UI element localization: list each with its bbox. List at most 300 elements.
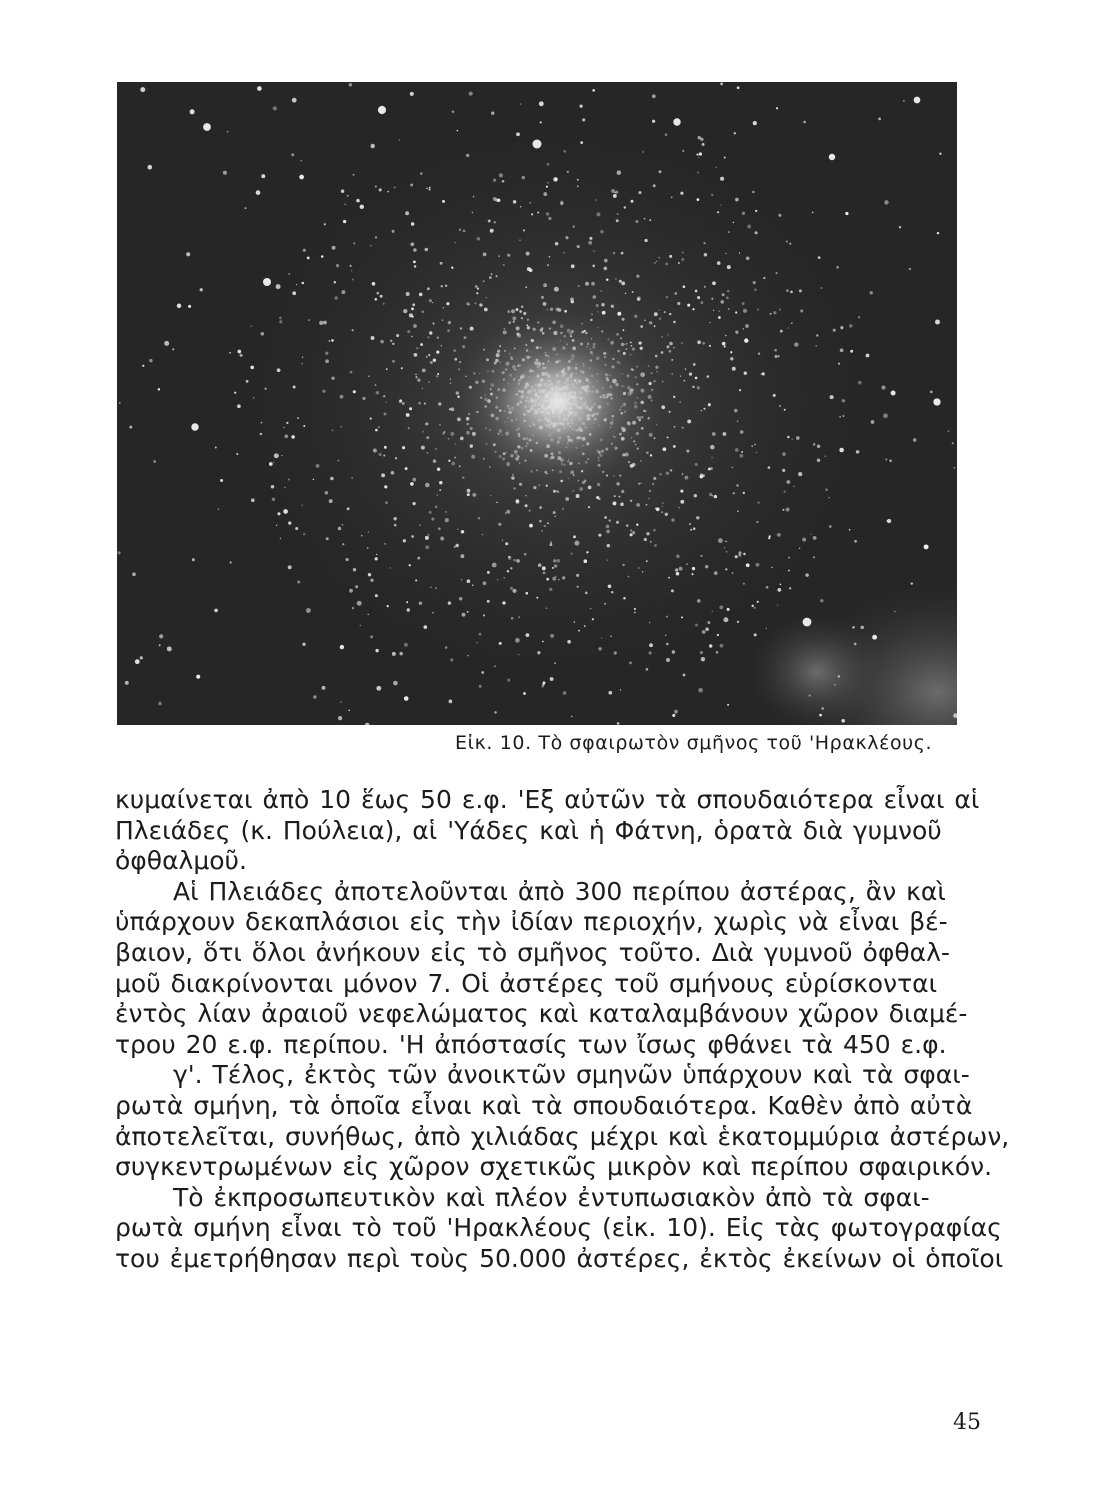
star-dot [620,689,621,690]
star-dot [502,180,505,183]
star-dot [543,572,546,575]
star-dot [546,578,549,581]
star-dot [409,564,411,566]
star-dot [553,511,556,514]
star-dot [539,101,544,106]
star-dot [513,200,516,203]
star-dot [654,544,657,547]
star-dot [390,340,392,342]
star-dot [776,272,778,274]
star-dot [425,248,429,252]
star-dot [679,401,681,403]
star-dot [498,523,501,526]
star-dot [854,643,857,646]
star-dot [269,462,273,466]
star-dot [301,363,303,365]
star-dot [383,455,385,457]
star-dot [665,513,668,516]
star-dot [866,354,870,358]
star-dot [419,601,422,604]
text-line [115,938,975,969]
star-dot [497,579,499,581]
star-dot [383,395,385,397]
star-dot [606,279,608,281]
star-dot [253,397,255,399]
star-dot [547,264,549,266]
star-dot [331,339,334,342]
star-dot [234,392,236,394]
star-dot [673,445,676,448]
star-dot [428,188,430,190]
star-dot [735,448,739,452]
star-dot [739,252,740,253]
star-dot [652,120,655,123]
star-dot [376,292,379,295]
star-dot [466,302,469,305]
star-dot [370,579,373,582]
text-line-content: Πλειάδες (κ. Πούλεια), αἱ 'Υάδες καὶ ἡ Φάτνη, ὁρατὰ διὰ γυμνοῦ [115,815,942,845]
star-dot [757,601,759,603]
star-dot [573,226,575,228]
star-dot [856,450,860,454]
star-dot [662,502,663,503]
star-dot [628,576,630,578]
star-dot [362,397,365,400]
star-dot [858,381,862,385]
star-dot [523,692,526,695]
star-dot [638,483,640,485]
star-dot [701,410,702,411]
star-dot [135,659,140,664]
star-dot [445,518,449,522]
star-dot [563,150,566,153]
star-dot [671,373,673,375]
star-dot [578,630,580,632]
star-dot [858,316,860,318]
star-dot [403,309,407,313]
star-dot [323,321,327,325]
star-dot [720,177,724,181]
star-dot [638,567,640,569]
star-dot [404,696,409,701]
star-dot [741,451,743,453]
star-dot [470,327,474,331]
star-dot [816,334,818,336]
star-dot [230,561,232,563]
star-dot [849,529,851,531]
star-dot [306,608,311,613]
star-dot [762,372,765,375]
star-dot [623,597,626,600]
star-dot [505,512,506,513]
star-dot [731,467,733,469]
star-dot [260,433,262,435]
text-line [115,907,975,938]
star-dot [297,417,299,419]
star-dot [299,175,304,180]
star-dot [608,691,612,695]
star-dot [621,490,624,493]
star-dot [606,530,610,534]
star-dot [523,229,525,231]
star-dot [505,542,508,545]
star-dot [292,291,296,295]
star-dot [771,567,773,569]
star-dot [525,592,528,595]
star-dot [646,668,649,671]
star-dot [710,467,713,470]
star-dot [417,557,420,560]
star-dot [237,350,241,354]
star-dot [518,654,520,656]
star-dot [782,452,786,456]
star-dot [704,286,706,288]
star-dot [711,298,713,300]
globular-cluster-photo [117,82,957,725]
star-dot [722,293,725,296]
star-dot [601,638,602,639]
star-dot [507,570,509,572]
star-dot [153,460,156,463]
star-dot [717,211,719,213]
star-dot [727,290,729,292]
star-dot [418,402,421,405]
star-dot [580,141,583,144]
star-dot [562,508,564,510]
star-dot [620,503,624,507]
star-dot [341,190,344,193]
star-dot [463,336,466,339]
star-dot [817,459,821,463]
text-line-content: Τὸ ἐκπροσωπευτικὸν καὶ πλέον ἐντυπωσιακὸν ἀπὸ τὰ σφαι- [173,1182,930,1212]
star-dot [692,308,694,310]
text-line-content: ἐντὸς λίαν ἀραιοῦ νεφελώματος καὶ καταλαμβάνουν χῶρον διαμέ- [115,999,968,1029]
star-dot [260,332,264,336]
star-dot [601,303,604,306]
star-dot [411,336,412,337]
star-dot [698,157,699,158]
star-dot [520,206,521,207]
star-dot [481,671,484,674]
star-dot [466,154,469,157]
star-dot [668,577,670,579]
star-dot [913,438,917,442]
star-dot [608,584,612,588]
star-dot [697,198,700,201]
star-dot [308,319,310,321]
text-line [115,1213,1002,1244]
star-dot [368,614,369,615]
star-dot [585,592,588,595]
star-dot [716,167,718,169]
star-dot [555,576,557,578]
star-dot [686,449,689,452]
star-dot [761,373,763,375]
text-line [115,785,980,816]
star-dot [654,325,656,327]
star-dot [482,534,483,535]
star-dot [744,338,748,342]
star-dot [495,275,497,277]
star-dot [525,286,527,288]
star-dot [953,467,955,469]
star-dot [437,467,440,470]
star-dot [571,716,572,717]
star-dot [692,567,695,570]
star-dot [652,94,656,98]
star-dot [424,625,428,629]
star-dot [351,477,353,479]
star-dot [541,296,544,299]
star-dot [172,348,174,350]
star-dot [733,222,734,223]
star-dot [460,327,462,329]
star-dot [755,210,757,212]
star-dot [429,187,431,189]
star-dot [250,366,254,370]
star-dot [671,518,674,521]
star-dot [529,524,533,528]
figure-caption: Εἰκ. 10. Τὸ σφαιρωτὸν σμῆνος τοῦ 'Ηρακλέους. [455,732,933,754]
star-dot [550,677,554,681]
star-dot [463,230,466,233]
star-dot [780,330,783,333]
star-dot [578,285,580,287]
star-dot [332,246,336,250]
star-dot [425,536,429,540]
star-dot [437,495,438,496]
star-dot [665,263,668,266]
star-dot [618,496,620,498]
star-dot [803,618,812,627]
star-dot [662,506,663,507]
star-dot [649,490,651,492]
star-dot [794,342,798,346]
star-dot [518,616,520,618]
star-dot [419,525,420,526]
star-dot [352,329,354,331]
star-dot [609,519,611,521]
star-dot [360,625,361,626]
star-dot [288,521,291,524]
star-dot [656,507,660,511]
star-dot [357,601,362,606]
star-dot [600,230,603,233]
star-dot [293,386,296,389]
star-dot [429,331,432,334]
star-dot [720,300,724,304]
star-dot [671,359,673,361]
star-dot [693,363,696,366]
star-dot [547,182,549,184]
star-dot [689,373,692,376]
star-dot [455,544,459,548]
text-line-content: μοῦ διακρίνονται μόνον 7. Οἱ ἀστέρες τοῦ σμήνους εὑρίσκονται [115,968,938,998]
star-dot [459,597,463,601]
star-dot [313,695,316,698]
star-dot [531,213,533,215]
star-dot [516,132,520,136]
star-dot [786,289,789,292]
star-dot [288,273,290,275]
star-dot [529,202,531,204]
star-dot [712,611,713,612]
star-dot [583,559,587,563]
star-dot [768,537,770,539]
star-dot [340,395,344,399]
star-dot [413,502,416,505]
star-dot [737,420,739,422]
star-dot [703,242,705,244]
star-dot [417,378,420,381]
star-dot [659,318,661,320]
star-dot [600,290,602,292]
star-dot [773,311,776,314]
star-dot [705,628,709,632]
star-dot [406,413,410,417]
star-dot [638,191,641,194]
star-dot [854,540,857,543]
star-dot [191,423,198,430]
star-dot [392,652,396,656]
star-dot [483,581,487,585]
star-dot [680,375,681,376]
star-dot [652,483,654,485]
star-dot [410,242,414,246]
star-dot [709,644,712,647]
star-dot [707,621,710,624]
star-dot [431,517,434,520]
star-dot [829,525,832,528]
star-dot [710,445,715,450]
star-dot [321,255,324,258]
star-dot [401,367,403,369]
star-dot [655,355,658,358]
star-dot [604,603,606,605]
star-dot [699,152,702,155]
star-dot [645,239,648,242]
star-dot [415,579,417,581]
star-dot [445,285,447,287]
star-dot [549,588,552,591]
star-dot [396,334,399,337]
text-line-content: Αἱ Πλειάδες ἀποτελοῦνται ἀπὸ 300 περίπου ἀστέρας, ἂν καὶ [173,876,946,906]
star-dot [682,473,683,474]
star-dot [263,278,271,286]
star-dot [478,517,481,520]
star-dot [302,643,305,646]
star-dot [692,573,694,575]
star-dot [375,236,377,238]
star-dot [595,199,596,200]
star-dot [376,391,380,395]
star-dot [543,192,547,196]
star-dot [839,448,844,453]
star-dot [403,539,406,542]
star-dot [735,555,738,558]
star-dot [422,431,424,433]
star-dot [810,534,811,535]
star-dot [384,446,387,449]
star-dot [763,277,765,279]
star-dot [429,511,432,514]
star-dot [511,309,515,313]
star-dot [322,686,326,690]
star-dot [738,554,741,557]
star-dot [167,646,172,651]
star-dot [483,280,485,282]
text-line [115,1091,975,1122]
star-dot [384,543,386,545]
star-dot [722,432,726,436]
star-dot [331,377,334,380]
star-dot [507,310,510,313]
star-dot [805,573,808,576]
star-dot [582,118,585,121]
star-dot [803,121,806,124]
star-dot [644,538,647,541]
star-dot [860,626,864,630]
star-dot [392,343,394,345]
star-dot [702,143,705,146]
star-dot [438,527,441,530]
star-dot [347,195,349,197]
text-line-content: ὀφθαλμοῦ. [115,846,247,876]
star-dot [370,418,372,420]
star-dot [654,262,655,263]
star-dot [159,634,163,638]
star-dot [149,359,152,362]
star-dot [413,324,417,328]
star-dot [261,422,263,424]
star-dot [696,153,698,155]
star-dot [445,646,447,648]
star-dot [563,691,567,695]
star-dot [245,207,247,209]
star-dot [493,179,496,182]
star-dot [836,266,839,269]
star-dot [334,281,336,283]
star-dot [218,508,219,509]
star-dot [656,261,658,263]
text-line-content: ρωτὰ σμήνη εἶναι τὸ τοῦ 'Ηρακλέους (εἰκ. 10). Εἰς τὰς φωτογραφίας [115,1213,1002,1243]
star-dot [930,391,933,394]
star-dot [479,685,482,688]
star-dot [392,230,395,233]
star-dot [693,527,696,530]
star-dot [607,544,611,548]
star-dot [237,404,241,408]
star-dot [502,540,503,541]
star-dot [675,292,677,294]
star-dot [820,599,823,602]
star-dot [757,501,759,503]
star-dot [350,371,353,374]
star-dot [497,199,500,202]
star-dot [353,174,355,176]
star-dot [788,557,790,559]
star-dot [672,650,675,653]
star-dot [325,359,329,363]
star-dot [554,662,556,664]
star-dot [697,599,701,603]
star-dot [516,308,519,311]
star-dot [667,436,669,438]
star-dot [426,452,428,454]
star-dot [728,308,730,310]
star-dot [429,299,432,302]
star-dot [669,411,671,413]
